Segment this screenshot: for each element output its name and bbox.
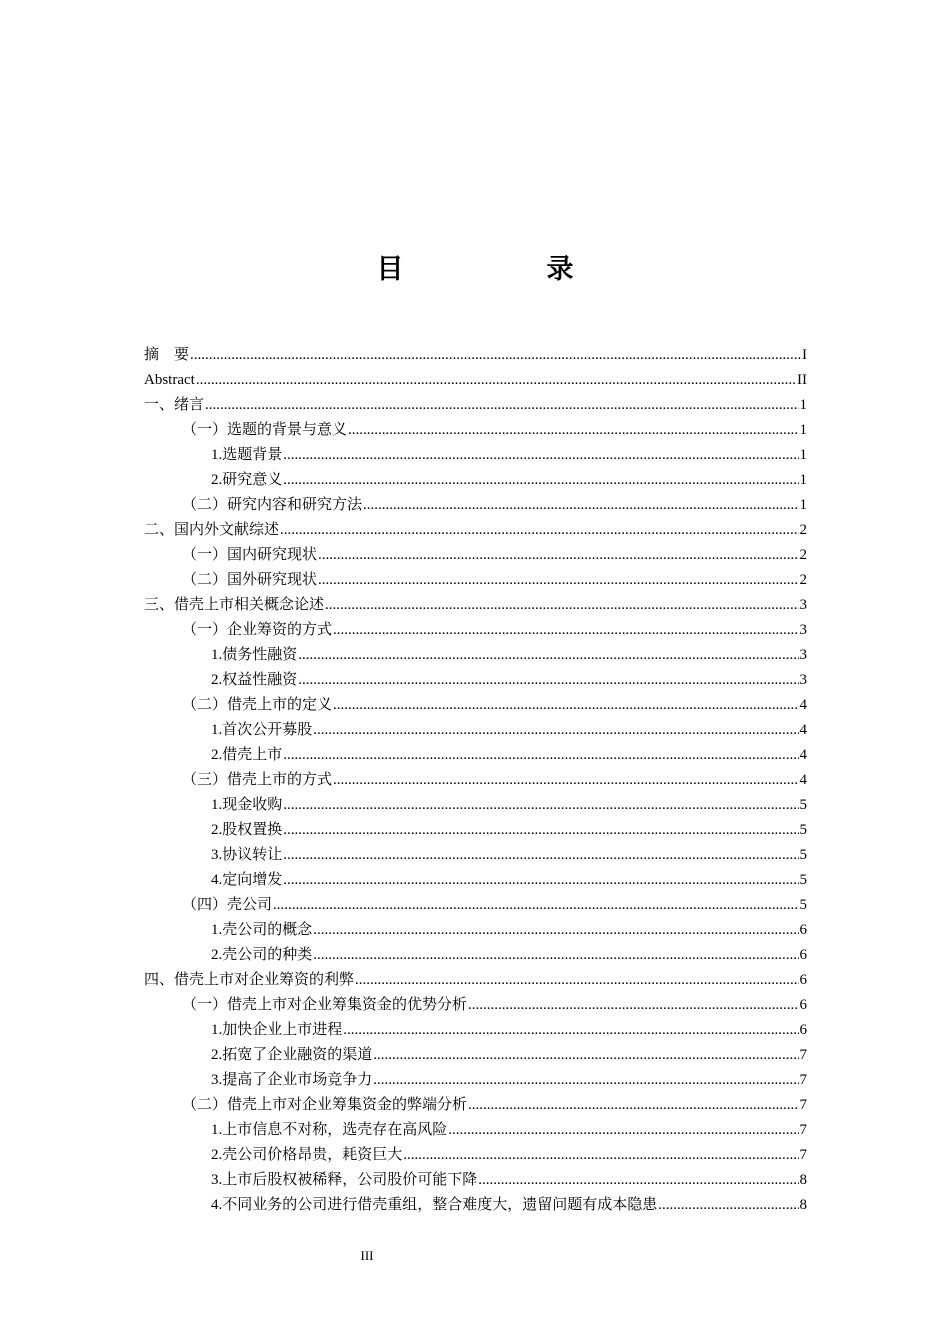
toc-leader-dots (348, 418, 798, 443)
toc-entry-page: 5 (799, 897, 807, 913)
toc-leader-dots (318, 543, 798, 568)
toc-entry[interactable] (144, 618, 807, 643)
toc-entry-title: 2.权益性融资 (211, 672, 298, 688)
toc-leader-dots (283, 793, 798, 818)
toc-leader-dots (355, 968, 798, 993)
toc-entry[interactable] (144, 993, 807, 1018)
toc-leader-dots (448, 1118, 798, 1143)
toc-entry-page: 7 (799, 1047, 807, 1063)
toc-entry-page: 1 (799, 447, 807, 463)
toc-entry[interactable] (144, 1118, 807, 1143)
toc-entry-page: 2 (799, 547, 807, 563)
toc-entry-page: 4 (799, 722, 807, 738)
toc-leader-dots (343, 1018, 798, 1043)
toc-entry-page: 7 (799, 1122, 807, 1138)
toc-entry[interactable] (144, 643, 807, 668)
toc-entry[interactable] (144, 768, 807, 793)
toc-entry-page: 1 (799, 397, 807, 413)
toc-entry-title: （四）壳公司 (182, 897, 273, 913)
toc-entry-title: 二、国内外文献综述 (144, 522, 280, 538)
toc-entry[interactable] (144, 793, 807, 818)
toc-entry-title: 四、借壳上市对企业筹资的利弊 (144, 972, 355, 988)
toc-leader-dots (333, 618, 798, 643)
toc-entry-page: 6 (799, 1022, 807, 1038)
toc-entry[interactable] (144, 1143, 807, 1168)
toc-entry-title: 1.加快企业上市进程 (211, 1022, 343, 1038)
toc-leader-dots (313, 918, 798, 943)
toc-entry-page: 7 (799, 1147, 807, 1163)
toc-entry-page: 1 (799, 497, 807, 513)
toc-entry[interactable] (144, 918, 807, 943)
toc-entry-page: 1 (799, 472, 807, 488)
toc-entry-title: （一）国内研究现状 (182, 547, 318, 563)
toc-leader-dots (283, 468, 798, 493)
toc-entry-title: 1.壳公司的概念 (211, 922, 313, 938)
toc-entry[interactable] (144, 518, 807, 543)
toc-leader-dots (373, 1068, 798, 1093)
toc-entry[interactable] (144, 493, 807, 518)
toc-entry[interactable] (144, 668, 807, 693)
toc-entry-title: 3.提高了企业市场竞争力 (211, 1072, 373, 1088)
toc-leader-dots (283, 868, 798, 893)
toc-entry[interactable] (144, 693, 807, 718)
toc-entry-page: 2 (799, 572, 807, 588)
toc-entry[interactable] (144, 943, 807, 968)
toc-entry-page: 6 (799, 972, 807, 988)
toc-entry[interactable] (144, 443, 807, 468)
toc-leader-dots (325, 593, 798, 618)
toc-leader-dots (333, 693, 798, 718)
toc-entry-title: 摘 要 (144, 347, 190, 363)
toc-entry-page: 6 (799, 947, 807, 963)
toc-entry-page: 5 (799, 797, 807, 813)
toc-entry-title: 2.研究意义 (211, 472, 283, 488)
toc-entry-title: 4.不同业务的公司进行借壳重组，整合难度大，遗留问题有成本隐患 (211, 1197, 658, 1213)
toc-leader-dots (658, 1193, 798, 1218)
toc-leader-dots (283, 743, 798, 768)
toc-entry[interactable] (144, 1018, 807, 1043)
toc-leader-dots (468, 993, 798, 1018)
toc-leader-dots (283, 818, 798, 843)
toc-entry[interactable] (144, 968, 807, 993)
toc-entry-title: 一、绪言 (144, 397, 205, 413)
toc-leader-dots (478, 1168, 798, 1193)
toc-entry-title: （一）企业筹资的方式 (182, 622, 333, 638)
toc-entry-page: 8 (799, 1172, 807, 1188)
toc-entry[interactable] (144, 1193, 807, 1218)
toc-entry-title: 1.首次公开募股 (211, 722, 313, 738)
toc-entry[interactable] (144, 868, 807, 893)
toc-entry-page: 5 (799, 847, 807, 863)
table-of-contents (144, 343, 807, 1218)
toc-entry[interactable] (144, 818, 807, 843)
toc-leader-dots (403, 1143, 798, 1168)
toc-entry-page: 8 (799, 1197, 807, 1213)
toc-leader-dots (190, 343, 801, 368)
toc-entry[interactable] (144, 568, 807, 593)
toc-leader-dots (205, 393, 798, 418)
toc-entry-page: 4 (799, 747, 807, 763)
toc-leader-dots (283, 443, 798, 468)
toc-entry[interactable] (144, 593, 807, 618)
toc-entry-page: 3 (799, 672, 807, 688)
toc-entry[interactable] (144, 368, 807, 393)
toc-entry[interactable] (144, 718, 807, 743)
toc-entry-title: 2.壳公司价格昂贵，耗资巨大 (211, 1147, 403, 1163)
toc-entry-title: （一）借壳上市对企业筹集资金的优势分析 (182, 997, 468, 1013)
toc-entry-title: 2.拓宽了企业融资的渠道 (211, 1047, 373, 1063)
toc-leader-dots (313, 943, 798, 968)
toc-entry-title: 2.股权置换 (211, 822, 283, 838)
toc-leader-dots (373, 1043, 798, 1068)
toc-entry-title: 1.现金收购 (211, 797, 283, 813)
toc-entry-title: （一）选题的背景与意义 (182, 422, 348, 438)
toc-entry-page: 6 (799, 922, 807, 938)
toc-leader-dots (283, 843, 798, 868)
toc-leader-dots (468, 1093, 798, 1118)
toc-entry[interactable] (144, 1168, 807, 1193)
toc-leader-dots (196, 368, 796, 393)
toc-entry-page: 7 (799, 1097, 807, 1113)
toc-entry[interactable] (144, 343, 807, 368)
toc-entry-title: 3.上市后股权被稀释，公司股价可能下降 (211, 1172, 478, 1188)
toc-entry-page: 7 (799, 1072, 807, 1088)
toc-entry-title: （二）国外研究现状 (182, 572, 318, 588)
toc-leader-dots (298, 668, 798, 693)
toc-leader-dots (363, 493, 798, 518)
toc-entry[interactable] (144, 468, 807, 493)
toc-entry-title: 4.定向增发 (211, 872, 283, 888)
toc-entry-title: Abstract (144, 372, 195, 388)
toc-entry-title: 3.协议转让 (211, 847, 283, 863)
toc-entry-title: 2.壳公司的种类 (211, 947, 313, 963)
toc-entry-page: 5 (799, 822, 807, 838)
page-number: III (360, 1248, 374, 1263)
toc-entry-page: 4 (799, 772, 807, 788)
toc-entry-page: 1 (799, 422, 807, 438)
toc-entry[interactable] (144, 1043, 807, 1068)
toc-entry-page: 2 (799, 522, 807, 538)
toc-entry[interactable] (144, 418, 807, 443)
toc-entry-title: （三）借壳上市的方式 (182, 772, 333, 788)
toc-leader-dots (298, 643, 798, 668)
toc-entry-title: 三、借壳上市相关概念论述 (144, 597, 325, 613)
toc-entry-title: （二）研究内容和研究方法 (182, 497, 363, 513)
toc-entry-page: I (802, 347, 807, 363)
toc-leader-dots (273, 893, 798, 918)
toc-leader-dots (333, 768, 798, 793)
toc-entry-page: 3 (799, 622, 807, 638)
toc-entry[interactable] (144, 393, 807, 418)
toc-entry-page: 5 (799, 872, 807, 888)
toc-entry-title: （二）借壳上市对企业筹集资金的弊端分析 (182, 1097, 468, 1113)
page-title: 目 录 (376, 254, 632, 285)
toc-entry-page: 6 (799, 997, 807, 1013)
toc-entry[interactable] (144, 843, 807, 868)
toc-entry[interactable] (144, 1093, 807, 1118)
toc-leader-dots (313, 718, 798, 743)
toc-entry-title: 1.债务性融资 (211, 647, 298, 663)
toc-entry[interactable] (144, 893, 807, 918)
toc-entry-page: 4 (799, 697, 807, 713)
toc-entry-title: 1.上市信息不对称，选壳存在高风险 (211, 1122, 448, 1138)
toc-entry[interactable] (144, 1068, 807, 1093)
toc-leader-dots (318, 568, 798, 593)
toc-entry-title: （二）借壳上市的定义 (182, 697, 333, 713)
toc-entry-page: 3 (799, 597, 807, 613)
toc-leader-dots (280, 518, 798, 543)
toc-entry-title: 2.借壳上市 (211, 747, 283, 763)
toc-entry[interactable] (144, 543, 807, 568)
toc-entry-title: 1.选题背景 (211, 447, 283, 463)
toc-entry[interactable] (144, 743, 807, 768)
toc-entry-page: 3 (799, 647, 807, 663)
toc-entry-page: II (797, 372, 807, 388)
